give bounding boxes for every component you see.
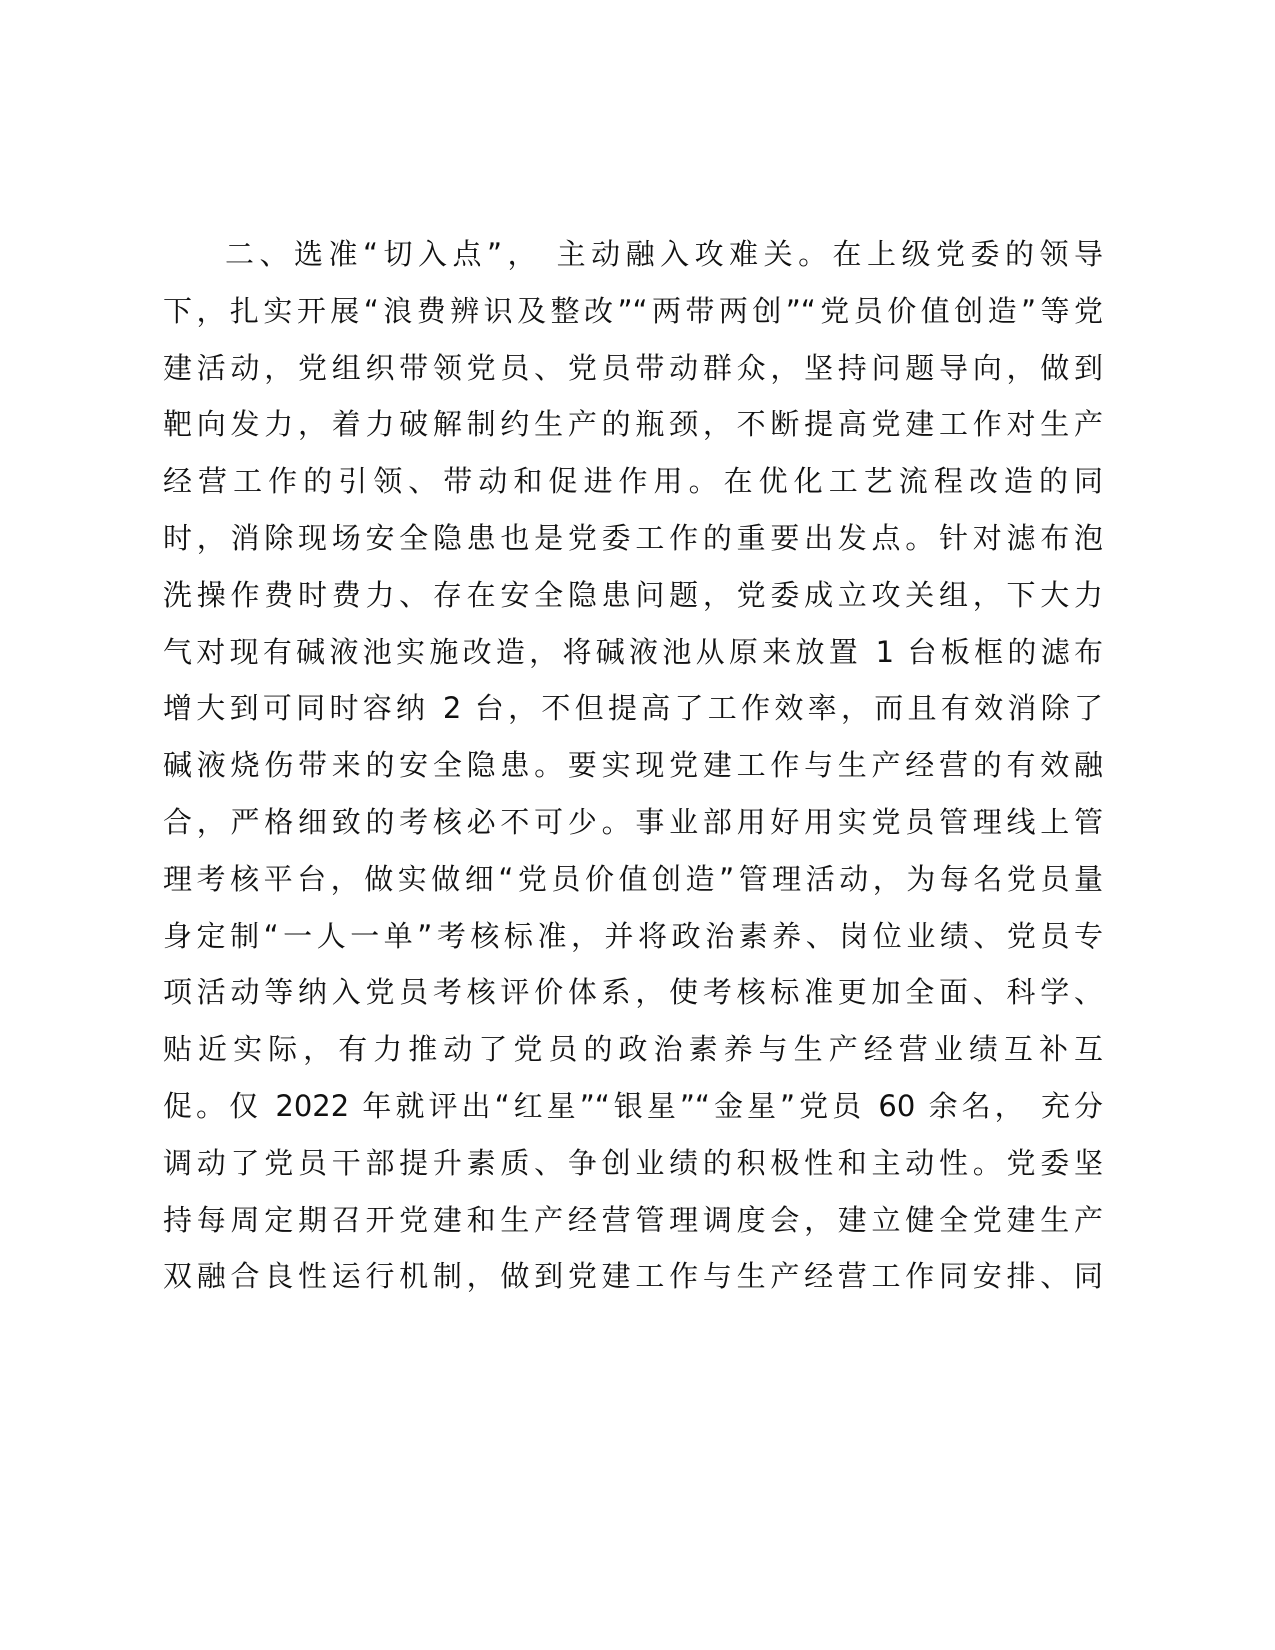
body-paragraph (163, 226, 1103, 1305)
paragraph-line-7: 洗操作费时费力、存在安全隐患问题，党委成立攻关组，下大力 (163, 577, 1103, 612)
paragraph-line-12: 理考核平台，做实做细“党员价值创造”管理活动，为每名党员量 (163, 861, 1103, 896)
paragraph-line-1: 二、选准“切入点”， 主动融入攻难关。在上级党委的领导 (225, 237, 1103, 271)
paragraph-line-13: 身定制“一人一单”考核标准，并将政治素养、岗位业绩、党员专 (163, 918, 1103, 953)
paragraph-line-10: 碱液烧伤带来的安全隐患。要实现党建工作与生产经营的有效融 (163, 748, 1103, 783)
paragraph-line-17: 调动了党员干部提升素质、争创业绩的积极性和主动性。党委坚 (163, 1145, 1103, 1180)
paragraph-line-11: 合，严格细致的考核必不可少。事业部用好用实党员管理线上管 (163, 804, 1103, 839)
paragraph-line-19: 双融合良性运行机制，做到党建工作与生产经营工作同安排、同 (163, 1259, 1103, 1294)
paragraph-line-15: 贴近实际，有力推动了党员的政治素养与生产经营业绩互补互 (163, 1032, 1103, 1067)
paragraph-line-8: 气对现有碱液池实施改造，将碱液池从原来放置 1 台板框的滤布 (163, 634, 1103, 669)
paragraph-line-16: 促。仅 2022 年就评出“红星”“银星”“金星”党员 60 余名， 充分 (163, 1088, 1103, 1123)
paragraph-line-2: 下，扎实开展“浪费辨识及整改”“两带两创”“党员价值创造”等党 (163, 293, 1103, 328)
paragraph-line-6: 时，消除现场安全隐患也是党委工作的重要出发点。针对滤布泡 (163, 520, 1103, 555)
paragraph-line-9: 增大到可同时容纳 2 台，不但提高了工作效率，而且有效消除了 (163, 691, 1103, 726)
paragraph-line-3: 建活动，党组织带领党员、党员带动群众，坚持问题导向，做到 (163, 350, 1103, 385)
paragraph-line-18: 持每周定期召开党建和生产经营管理调度会，建立健全党建生产 (163, 1202, 1103, 1237)
paragraph-line-4: 靶向发力，着力破解制约生产的瓶颈，不断提高党建工作对生产 (163, 407, 1103, 442)
paragraph-line-14: 项活动等纳入党员考核评价体系，使考核标准更加全面、科学、 (163, 975, 1103, 1010)
paragraph-line-5: 经营工作的引领、带动和促进作用。在优化工艺流程改造的同 (163, 464, 1103, 499)
